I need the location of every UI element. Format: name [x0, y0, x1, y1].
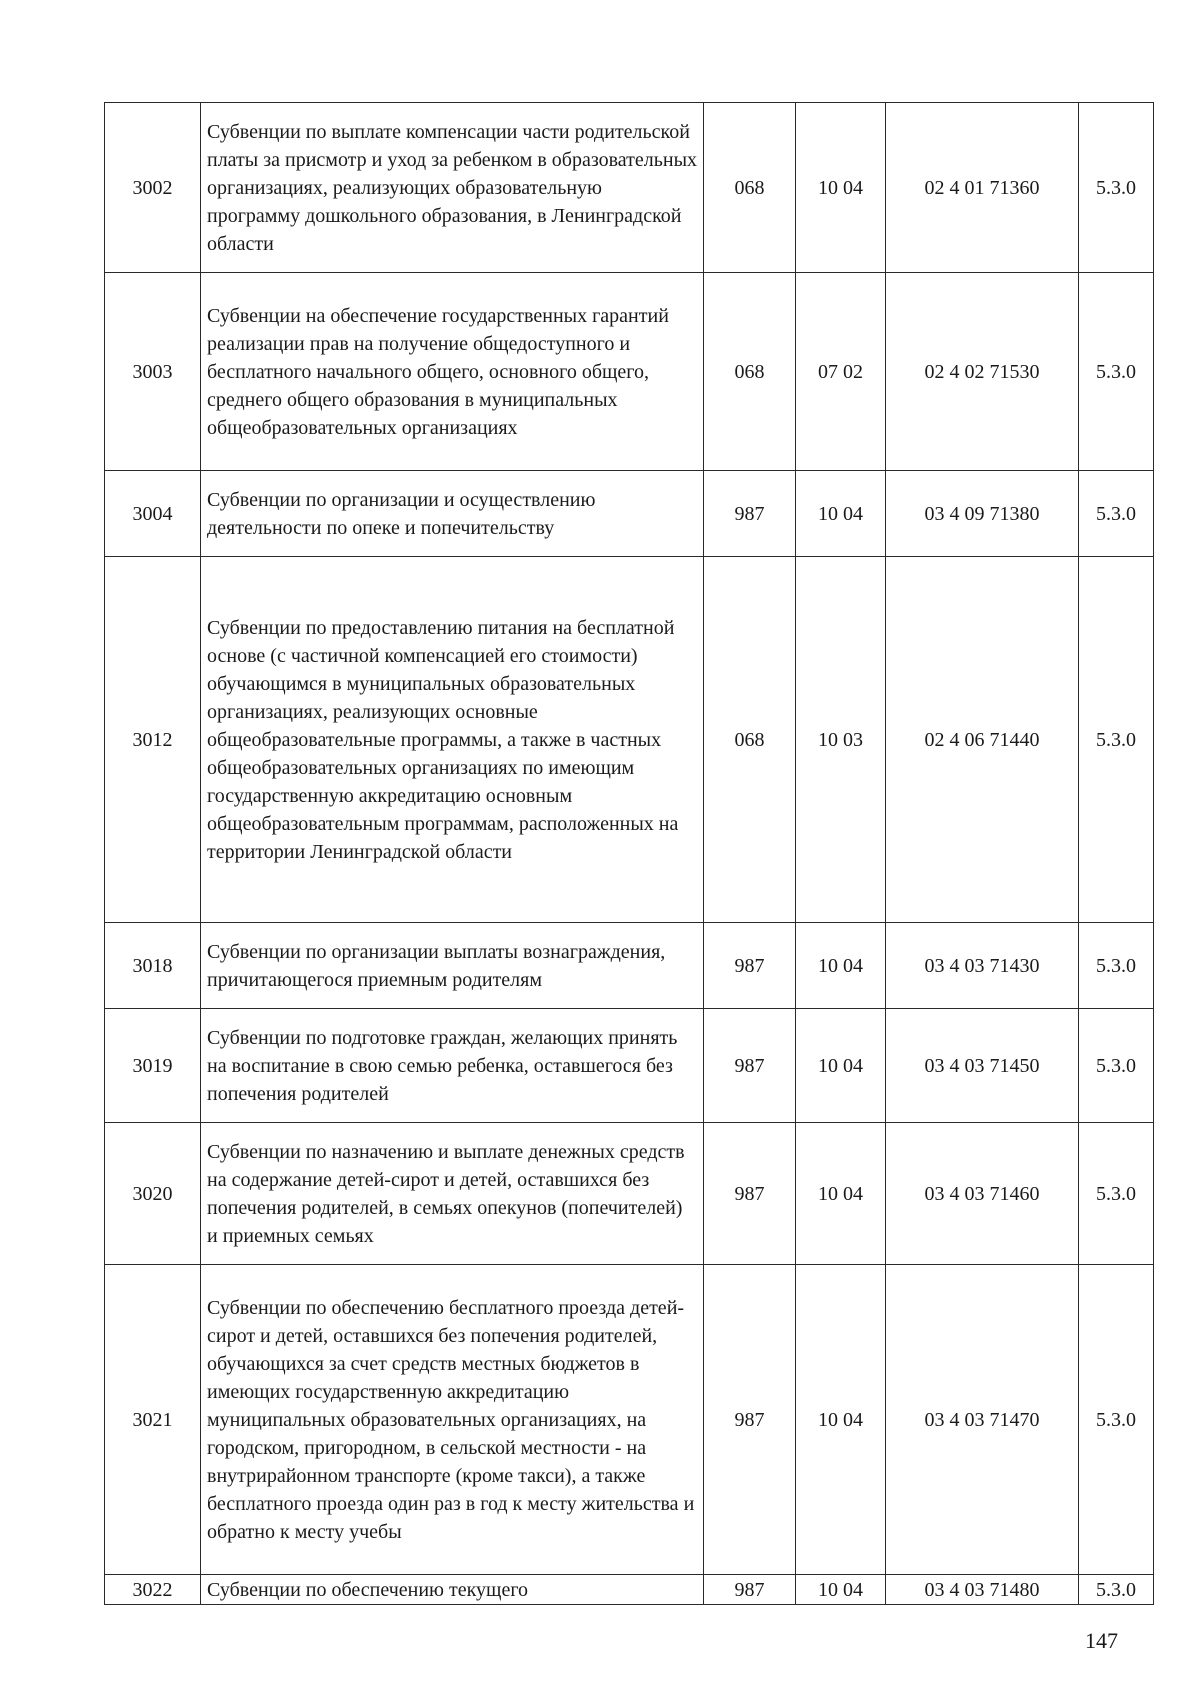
row-target-code: 03 4 03 71480 — [886, 1575, 1079, 1605]
row-target-code: 03 4 03 71460 — [886, 1123, 1079, 1265]
row-section-code: 10 04 — [796, 103, 886, 273]
table-row — [105, 923, 1154, 1009]
row-name — [201, 103, 704, 273]
row-name — [201, 557, 704, 923]
row-code: 3021 — [105, 1265, 201, 1575]
row-name — [201, 1009, 704, 1123]
table-row — [105, 1009, 1154, 1123]
row-name-text: Субвенции по организации и осуществлению деятельности по опеке и попечительству — [207, 488, 596, 539]
row-code: 3012 — [105, 557, 201, 923]
row-type-code: 5.3.0 — [1079, 273, 1154, 471]
row-admin-code: 068 — [704, 557, 796, 923]
budget-table — [104, 102, 1154, 1605]
row-admin-code: 068 — [704, 103, 796, 273]
row-code: 3018 — [105, 923, 201, 1009]
row-admin-code: 987 — [704, 1123, 796, 1265]
row-target-code: 03 4 03 71450 — [886, 1009, 1079, 1123]
row-code: 3020 — [105, 1123, 201, 1265]
row-name-text: Субвенции по обеспечению текущего — [207, 1578, 529, 1601]
row-name-text: Субвенции на обеспечение государственных гарантий реализации прав на получение общедоступного и бесплатного начального общего, основного общего, среднего общего образования в муниципальных общеобразовательных организациях — [207, 304, 669, 439]
row-code: 3003 — [105, 273, 201, 471]
row-name-text: Субвенции по выплате компенсации части родительской платы за присмотр и уход за ребенком в образовательных организациях, реализующих образовательную программу дошкольного образования, в Ленинградской области — [207, 120, 697, 255]
row-type-code: 5.3.0 — [1079, 1009, 1154, 1123]
row-name — [201, 1575, 704, 1605]
row-type-code: 5.3.0 — [1079, 1265, 1154, 1575]
row-code: 3019 — [105, 1009, 201, 1123]
row-admin-code: 987 — [704, 1009, 796, 1123]
table-row — [105, 103, 1154, 273]
row-type-code: 5.3.0 — [1079, 1123, 1154, 1265]
row-target-code: 03 4 03 71470 — [886, 1265, 1079, 1575]
row-code: 3004 — [105, 471, 201, 557]
table-row — [105, 1265, 1154, 1575]
row-code: 3022 — [105, 1575, 201, 1605]
table-row — [105, 471, 1154, 557]
row-admin-code: 987 — [704, 1265, 796, 1575]
row-name — [201, 1123, 704, 1265]
row-name-text: Субвенции по подготовке граждан, желающих принять на воспитание в свою семью ребенка, оставшегося без попечения родителей — [207, 1026, 678, 1105]
row-name-text: Субвенции по назначению и выплате денежных средств на содержание детей-сирот и детей, оставшихся без попечения родителей, в семьях опекунов (попечителей) и приемных семьях — [207, 1140, 685, 1247]
row-type-code: 5.3.0 — [1079, 557, 1154, 923]
table-row — [105, 273, 1154, 471]
row-section-code: 07 02 — [796, 273, 886, 471]
row-target-code: 03 4 03 71430 — [886, 923, 1079, 1009]
row-type-code: 5.3.0 — [1079, 923, 1154, 1009]
row-section-code: 10 04 — [796, 923, 886, 1009]
table-row — [105, 557, 1154, 923]
row-name — [201, 273, 704, 471]
row-section-code: 10 04 — [796, 1123, 886, 1265]
row-type-code: 5.3.0 — [1079, 103, 1154, 273]
row-target-code: 03 4 09 71380 — [886, 471, 1079, 557]
page-number: 147 — [1085, 1628, 1118, 1653]
row-name — [201, 1265, 704, 1575]
row-name — [201, 471, 704, 557]
row-section-code: 10 04 — [796, 1265, 886, 1575]
row-section-code: 10 04 — [796, 471, 886, 557]
table-body — [105, 103, 1154, 1605]
row-section-code: 10 04 — [796, 1009, 886, 1123]
row-target-code: 02 4 01 71360 — [886, 103, 1079, 273]
row-target-code: 02 4 02 71530 — [886, 273, 1079, 471]
row-admin-code: 987 — [704, 471, 796, 557]
table-row — [105, 1575, 1154, 1605]
row-admin-code: 987 — [704, 1575, 796, 1605]
row-name-text: Субвенции по организации выплаты вознаграждения, причитающегося приемным родителям — [207, 940, 666, 991]
row-admin-code: 987 — [704, 923, 796, 1009]
row-name-text: Субвенции по обеспечению бесплатного проезда детей-сирот и детей, оставшихся без попечения родителей, обучающихся за счет средств местных бюджетов в имеющих государственную аккредитацию муниципальных образовательных организациях, на городском, пригородном, в сельской местности - на внутрирайонном транспорте (кроме такси), а также бесплатного проезда один раз в год к месту жительства и обратно к месту учебы — [207, 1296, 695, 1543]
row-section-code: 10 04 — [796, 1575, 886, 1605]
row-section-code: 10 03 — [796, 557, 886, 923]
row-admin-code: 068 — [704, 273, 796, 471]
row-target-code: 02 4 06 71440 — [886, 557, 1079, 923]
row-type-code: 5.3.0 — [1079, 1575, 1154, 1605]
row-name-text: Субвенции по предоставлению питания на бесплатной основе (с частичной компенсацией его стоимости) обучающимся в муниципальных образовательных организациях, реализующих основные общеобразовательные программы, а также в частных общеобразовательных организациях по имеющим государственную аккредитацию основным общеобразовательным программам, расположенных на территории Ленинградской области — [207, 616, 679, 863]
row-type-code: 5.3.0 — [1079, 471, 1154, 557]
table-row — [105, 1123, 1154, 1265]
row-name — [201, 923, 704, 1009]
row-code: 3002 — [105, 103, 201, 273]
